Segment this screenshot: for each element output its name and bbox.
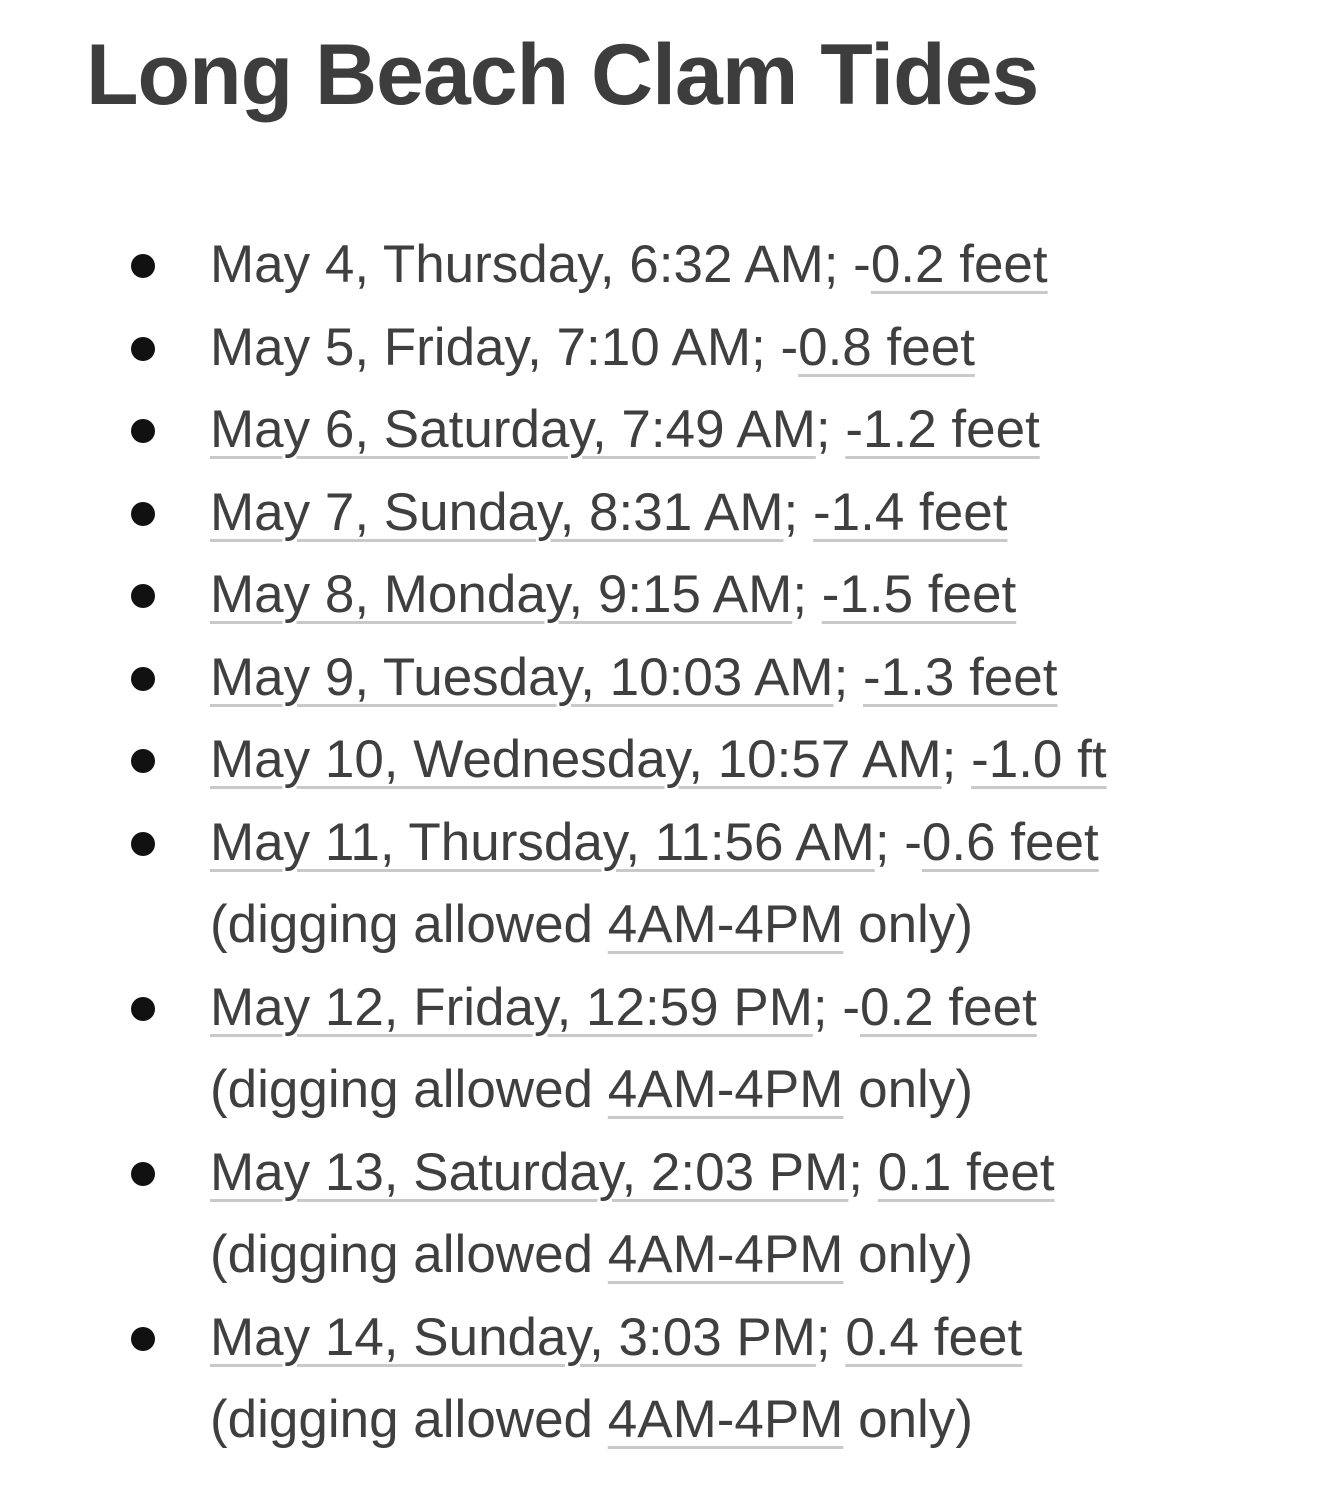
tide-separator: ; [792, 565, 822, 624]
tide-date[interactable]: May 5, Friday, 7:10 AM [210, 317, 751, 377]
bullet-icon [131, 749, 155, 773]
tide-separator: ; - [823, 235, 871, 294]
note-suffix: only) [843, 895, 973, 954]
tide-separator: ; [941, 730, 972, 789]
bullet-icon [131, 1327, 155, 1351]
tide-date-link[interactable]: May 7, Sunday, 8:31 AM [210, 482, 784, 542]
bullet-icon [131, 584, 155, 608]
note-suffix: only) [843, 1225, 973, 1284]
tide-item [0, 802, 1328, 967]
tide-height-link[interactable]: -1.4 feet [812, 482, 1008, 542]
tide-note-line [210, 1214, 1328, 1297]
tide-main-line [210, 719, 1328, 802]
tide-height-link[interactable]: 0.4 feet [845, 1307, 1023, 1367]
tide-item [0, 472, 1328, 555]
note-hours-link[interactable]: 4AM-4PM [607, 1225, 844, 1284]
bullet-icon [131, 667, 155, 691]
tide-main-line [210, 389, 1328, 472]
tide-date-link[interactable]: May 9, Tuesday, 10:03 AM [210, 647, 834, 707]
tide-date-link[interactable]: May 13, Saturday, 2:03 PM [210, 1142, 849, 1202]
tide-height-link[interactable]: -1.3 feet [863, 647, 1058, 707]
tide-separator: ; - [812, 977, 860, 1037]
tide-item [0, 1132, 1328, 1297]
tide-date-link[interactable]: May 11, Thursday, 11:56 AM [210, 812, 875, 872]
tide-date-link[interactable]: May 8, Monday, 9:15 AM [210, 565, 793, 624]
tide-separator: ; [848, 1142, 878, 1202]
tide-list [0, 224, 1328, 1462]
tide-note-line [210, 884, 1328, 967]
tide-height-link[interactable]: -1.5 feet [821, 565, 1017, 624]
tide-separator: ; - [751, 317, 799, 377]
bullet-icon [131, 1162, 155, 1186]
tide-main-line [210, 1132, 1328, 1215]
tide-separator: ; [783, 482, 813, 542]
tide-note-line [210, 1379, 1328, 1462]
note-hours-link[interactable]: 4AM-4PM [607, 895, 844, 954]
tide-date-link[interactable]: May 10, Wednesday, 10:57 AM [210, 730, 942, 789]
tide-note-line [210, 1049, 1328, 1132]
tide-item [0, 1297, 1328, 1462]
tide-height-link[interactable]: 0.6 feet [921, 812, 1099, 872]
tide-height-link[interactable]: -1.2 feet [845, 400, 1040, 459]
tide-item [0, 719, 1328, 802]
tide-item [0, 637, 1328, 720]
tide-main-line [210, 802, 1328, 885]
note-hours-link[interactable]: 4AM-4PM [607, 1390, 844, 1449]
note-prefix: (digging allowed [210, 895, 608, 954]
tide-main-line [210, 637, 1328, 720]
tide-separator: ; [815, 1307, 846, 1367]
tide-item [0, 224, 1328, 307]
tide-height-link[interactable]: 0.2 feet [859, 977, 1037, 1037]
bullet-icon [131, 832, 155, 856]
note-hours-link[interactable]: 4AM-4PM [607, 1060, 844, 1119]
tide-item [0, 554, 1328, 637]
tide-main-line [210, 967, 1328, 1050]
tide-item [0, 967, 1328, 1132]
tide-main-line [210, 1297, 1328, 1380]
tide-separator: ; [815, 400, 846, 459]
note-suffix: only) [843, 1390, 973, 1449]
tide-date-link[interactable]: May 6, Saturday, 7:49 AM [210, 400, 816, 459]
tide-date-link[interactable]: May 12, Friday, 12:59 PM [210, 977, 813, 1037]
note-prefix: (digging allowed [210, 1060, 608, 1119]
tide-item [0, 389, 1328, 472]
page-title: Long Beach Clam Tides [86, 27, 1039, 123]
tide-height-link[interactable]: 0.1 feet [877, 1142, 1055, 1202]
bullet-icon [131, 337, 155, 361]
tide-date[interactable]: May 4, Thursday, 6:32 AM [210, 235, 824, 294]
bullet-icon [131, 419, 155, 443]
tide-separator: ; - [874, 812, 922, 872]
note-suffix: only) [843, 1060, 973, 1119]
tide-main-line [210, 472, 1328, 555]
bullet-icon [131, 502, 155, 526]
bullet-icon [131, 997, 155, 1021]
tide-height-link[interactable]: 0.2 feet [870, 235, 1048, 294]
tide-height-link[interactable]: -1.0 ft [971, 730, 1107, 789]
tide-date-link[interactable]: May 14, Sunday, 3:03 PM [210, 1307, 816, 1367]
tide-main-line [210, 307, 1328, 390]
tide-main-line [210, 224, 1328, 307]
tide-height-link[interactable]: 0.8 feet [798, 317, 975, 377]
tide-main-line [210, 554, 1328, 637]
tide-separator: ; [833, 647, 864, 707]
tide-item [0, 307, 1328, 390]
bullet-icon [131, 254, 155, 278]
note-prefix: (digging allowed [210, 1225, 608, 1284]
note-prefix: (digging allowed [210, 1390, 608, 1449]
